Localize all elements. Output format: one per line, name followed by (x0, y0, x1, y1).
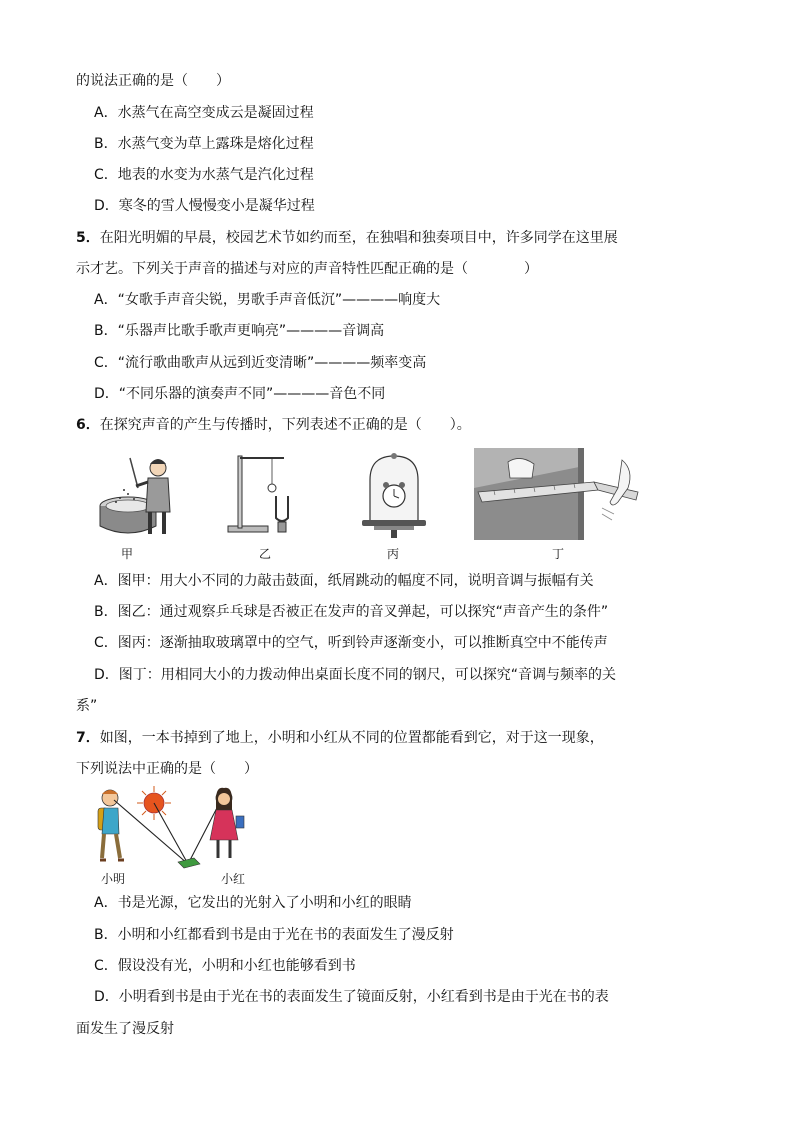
q7-option-d-cont: 面发生了漫反射 (76, 1021, 174, 1037)
q6-option-a: A．图甲：用大小不同的力敲击鼓面，纸屑跳动的幅度不同，说明音调与振幅有关 (94, 573, 594, 589)
q4-option-d: D．寒冬的雪人慢慢变小是凝华过程 (94, 198, 315, 214)
ruler-table-figure (474, 448, 642, 540)
q6-stem (76, 416, 471, 434)
q7-stem-line2: 下列说法中正确的是（ ） (76, 761, 258, 777)
figure-caption-xiaohong: 小红 (220, 872, 245, 886)
q5-option-d: D．“不同乐器的演奏声不同”————音色不同 (94, 386, 386, 402)
q5-stem-line2: 示才艺。下列关于声音的描述与对应的声音特性匹配正确的是（ ） (76, 261, 538, 277)
q6-option-c: C．图丙：逐渐抽取玻璃罩中的空气，听到铃声逐渐变小，可以推断真空中不能传声 (94, 635, 608, 651)
q5-stem-line1 (76, 229, 618, 247)
q7-stem-text: 如图，一本书掉到了地上，小明和小红从不同的位置都能看到它，对于这一现象， (99, 730, 604, 746)
q4-stem-tail: 的说法正确的是（ ） (76, 73, 230, 89)
q7-option-c: C．假设没有光，小明和小红也能够看到书 (94, 958, 356, 974)
q7-stem-line1 (76, 729, 604, 747)
q5-number: 5． (76, 230, 100, 246)
bell-jar-figure (360, 450, 428, 540)
q7-option-d: D．小明看到书是由于光在书的表面发生了镜面反射，小红看到书是由于光在书的表 (94, 989, 609, 1005)
figure-caption-jia: 甲 (120, 547, 133, 561)
q5-stem-text: 在阳光明媚的早晨，校园艺术节如约而至，在独唱和独奏项目中，许多同学在这里展 (99, 230, 618, 246)
q5-option-b: B．“乐器声比歌手歌声更响亮”————音调高 (94, 323, 385, 339)
q4-option-b: B．水蒸气变为草上露珠是熔化过程 (94, 136, 314, 152)
q7-option-b: B．小明和小红都看到书是由于光在书的表面发生了漫反射 (94, 927, 454, 943)
q4-option-c: C．地表的水变为水蒸气是汽化过程 (94, 167, 314, 183)
figure-caption-xiaoming: 小明 (100, 872, 125, 886)
drum-experiment-figure (98, 450, 180, 542)
q7-option-a: A．书是光源，它发出的光射入了小明和小红的眼睛 (94, 895, 412, 911)
figure-caption-ding: 丁 (551, 547, 564, 561)
q5-option-a: A．“女歌手声音尖锐，男歌手声音低沉”————响度大 (94, 292, 441, 308)
q5-option-c: C．“流行歌曲歌声从远到近变清晰”————频率变高 (94, 355, 427, 371)
q4-option-a: A．水蒸气在高空变成云是凝固过程 (94, 105, 314, 121)
q6-option-d-cont: 系” (76, 698, 98, 714)
tuning-fork-figure (224, 452, 306, 536)
figure-caption-bing: 丙 (386, 547, 399, 561)
book-reflection-figure (92, 786, 258, 876)
q6-option-b: B．图乙：通过观察乒乓球是否被正在发声的音叉弹起，可以探究“声音产生的条件” (94, 604, 609, 620)
q6-option-d: D．图丁：用相同大小的力拨动伸出桌面长度不同的钢尺，可以探究“音调与频率的关 (94, 667, 617, 683)
figure-caption-yi: 乙 (258, 547, 271, 561)
q6-stem-text: 在探究声音的产生与传播时，下列表述不正确的是（ ）。 (99, 417, 471, 433)
q6-number: 6． (76, 417, 100, 433)
q7-number: 7． (76, 730, 100, 746)
